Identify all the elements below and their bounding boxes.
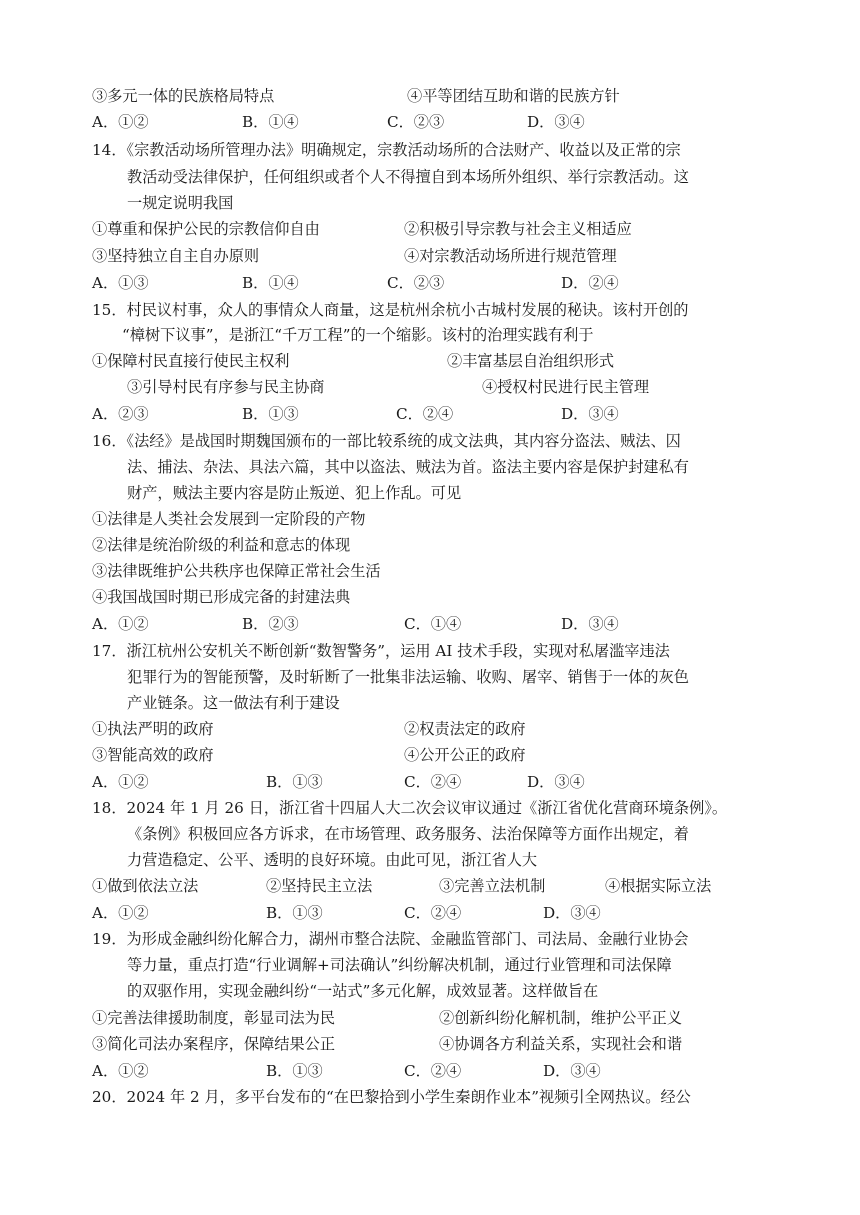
text-line: ③多元一体的民族格局特点 — [92, 87, 275, 105]
text-line: 教活动受法律保护，任何组织或者个人不得擅自到本场所外组织、举行宗教活动。这 — [127, 168, 689, 186]
text-line: D．②④ — [561, 274, 619, 292]
text-line: D．③④ — [561, 405, 619, 423]
text-line: D．③④ — [543, 1062, 601, 1080]
text-line: D．③④ — [527, 773, 585, 791]
text-line: 法、捕法、杂法、具法六篇，其中以盗法、贼法为首。盗法主要内容是保护封建私有 — [127, 458, 689, 476]
text-line: 产业链条。这一做法有利于建设 — [127, 694, 340, 712]
text-line: D．③④ — [561, 615, 619, 633]
text-line: ④协调各方利益关系，实现社会和谐 — [439, 1035, 682, 1053]
text-line: 15．村民议村事，众人的事情众人商量，这是杭州余杭小古城村发展的秘诀。该村开创的 — [92, 301, 689, 319]
text-line: 20．2024 年 2 月，多平台发布的“在巴黎拾到小学生秦朗作业本”视频引全网热议。经公 — [92, 1088, 691, 1106]
text-line: A．①② — [92, 773, 149, 791]
text-line: 14．《宗教活动场所管理办法》明确规定，宗教活动场所的合法财产、收益以及正常的宗 — [92, 141, 681, 159]
text-line: ③简化司法办案程序，保障结果公正 — [92, 1035, 335, 1053]
text-line: ①执法严明的政府 — [92, 720, 214, 738]
text-line: C．②④ — [404, 904, 462, 922]
text-line: A．①② — [92, 1062, 149, 1080]
text-line: D．③④ — [543, 904, 601, 922]
text-line: ④对宗教活动场所进行规范管理 — [404, 247, 617, 265]
text-line: 17．浙江杭州公安机关不断创新“数智警务”，运用 AI 技术手段，实现对私屠滥宰违法 — [92, 642, 670, 660]
text-line: C．②④ — [404, 773, 462, 791]
text-line: A．①② — [92, 904, 149, 922]
text-line: 犯罪行为的智能预警，及时斩断了一批集非法运输、收购、屠宰、销售于一体的灰色 — [127, 668, 689, 686]
text-line: 《条例》积极回应各方诉求，在市场管理、政务服务、法治保障等方面作出规定，着 — [127, 825, 689, 843]
text-line: 一规定说明我国 — [127, 194, 234, 212]
text-line: 等力量，重点打造“行业调解+司法确认”纠纷解决机制，通过行业管理和司法保障 — [127, 956, 672, 974]
text-line: “樟树下议事”，是浙江“千万工程”的一个缩影。该村的治理实践有利于 — [122, 326, 594, 344]
text-line: C．②③ — [387, 113, 445, 131]
text-line: ④公开公正的政府 — [404, 746, 526, 764]
text-line: C．②③ — [387, 274, 445, 292]
text-line: C．②④ — [404, 1062, 462, 1080]
text-line: ③法律既维护公共秩序也保障正常社会生活 — [92, 562, 381, 580]
text-line: ④我国战国时期已形成完备的封建法典 — [92, 588, 351, 606]
text-line: 18．2024 年 1 月 26 日，浙江省十四届人大二次会议审议通过《浙江省优化营商环境条例》。 — [92, 799, 728, 817]
text-line: 的双驱作用，实现金融纠纷“一站式”多元化解，成效显著。这样做旨在 — [127, 982, 599, 1000]
text-line: 19．为形成金融纠纷化解合力，湖州市整合法院、金融监管部门、司法局、金融行业协会 — [92, 930, 689, 948]
text-line: ①完善法律援助制度，彰显司法为民 — [92, 1009, 335, 1027]
text-line: B．①③ — [266, 904, 323, 922]
text-line: B．①④ — [242, 274, 299, 292]
text-line: ②坚持民主立法 — [266, 877, 373, 895]
text-line: C．①④ — [404, 615, 462, 633]
text-line: 财产，贼法主要内容是防止叛逆、犯上作乱。可见 — [127, 484, 462, 502]
text-line: ①法律是人类社会发展到一定阶段的产物 — [92, 510, 366, 528]
text-line: ②法律是统治阶级的利益和意志的体现 — [92, 536, 351, 554]
text-line: B．②③ — [242, 615, 299, 633]
text-line: D．③④ — [527, 113, 585, 131]
text-line: ②积极引导宗教与社会主义相适应 — [404, 220, 632, 238]
text-line: ①做到依法立法 — [92, 877, 199, 895]
text-line: ③完善立法机制 — [439, 877, 546, 895]
text-line: 16．《法经》是战国时期魏国颁布的一部比较系统的成文法典，其内容分盗法、贼法、囚 — [92, 432, 681, 450]
text-line: B．①③ — [242, 405, 299, 423]
text-line: B．①④ — [242, 113, 299, 131]
text-line: ①尊重和保护公民的宗教信仰自由 — [92, 220, 320, 238]
text-line: ②丰富基层自治组织形式 — [447, 352, 615, 370]
text-line: ②创新纠纷化解机制，维护公平正义 — [439, 1009, 682, 1027]
text-line: A．①② — [92, 615, 149, 633]
text-line: B．①③ — [266, 1062, 323, 1080]
text-line: ②权责法定的政府 — [404, 720, 526, 738]
text-line: A．①② — [92, 113, 149, 131]
text-line: ①保障村民直接行使民主权利 — [92, 352, 290, 370]
text-line: ④授权村民进行民主管理 — [482, 378, 650, 396]
text-line: 力营造稳定、公平、透明的良好环境。由此可见，浙江省人大 — [127, 851, 538, 869]
text-line: A．②③ — [92, 405, 149, 423]
text-line: B．①③ — [266, 773, 323, 791]
text-line: ③智能高效的政府 — [92, 746, 214, 764]
text-line: C．②④ — [396, 405, 454, 423]
text-line: ③引导村民有序参与民主协商 — [127, 378, 325, 396]
text-line: A．①③ — [92, 274, 149, 292]
text-line: ④平等团结互助和谐的民族方针 — [407, 87, 620, 105]
text-line: ③坚持独立自主自办原则 — [92, 247, 260, 265]
text-line: ④根据实际立法 — [605, 877, 712, 895]
